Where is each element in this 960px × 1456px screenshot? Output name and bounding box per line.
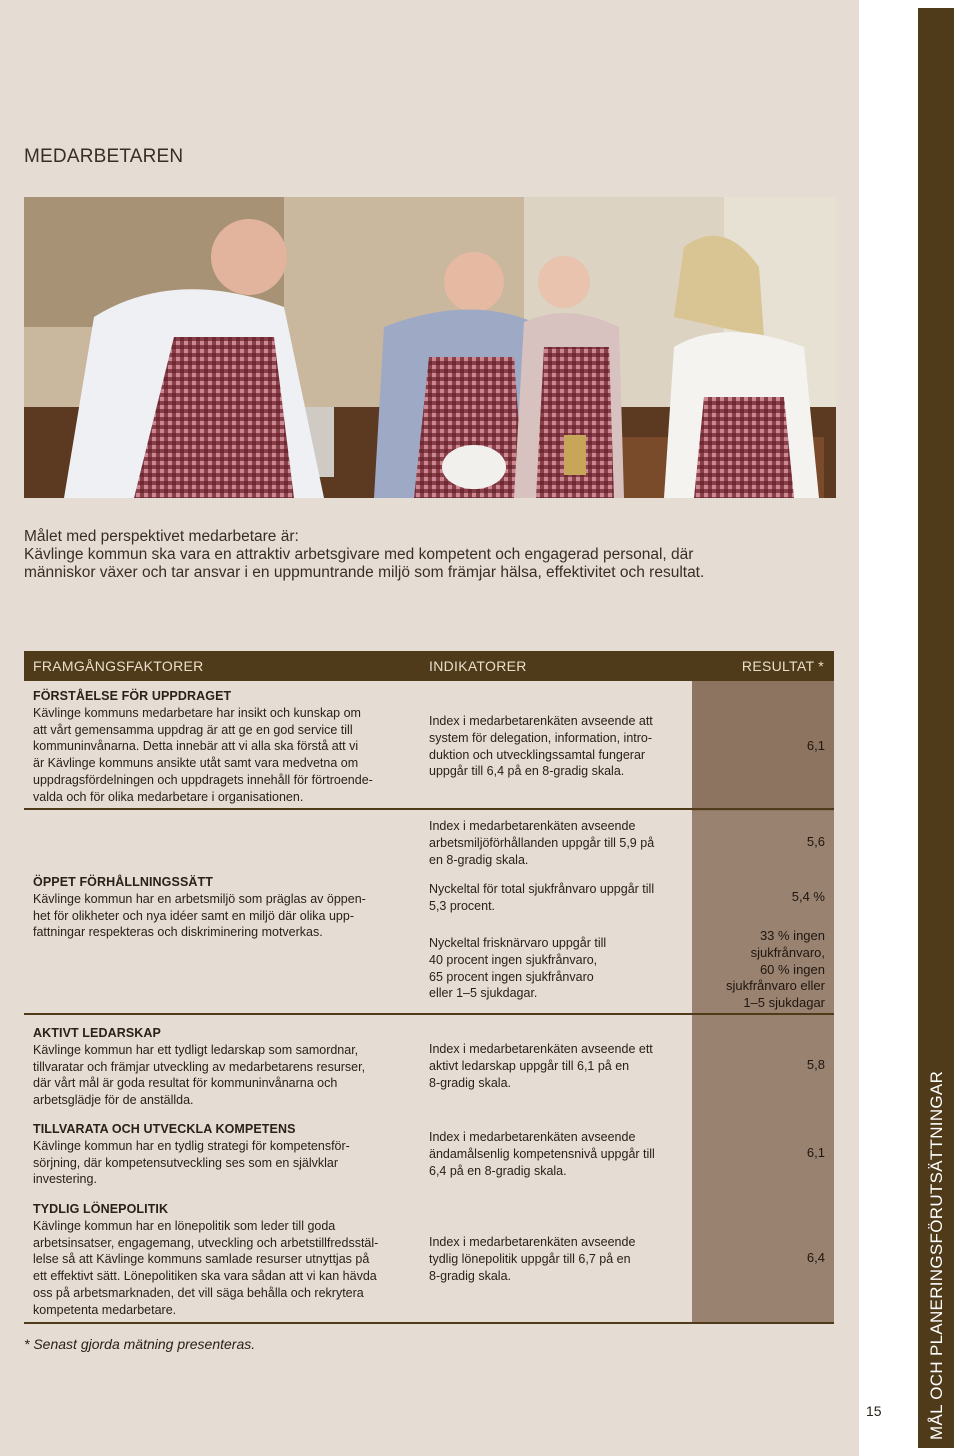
factor-line: sörjning, där kompetensutveckling ses som en självklar xyxy=(33,1155,338,1170)
row-divider xyxy=(24,1013,834,1015)
result-value: 5,8 xyxy=(806,1057,825,1072)
intro-line: människor växer och tar ansvar i en uppmuntrande miljö som främjar hälsa, effektivitet och resultat. xyxy=(24,564,705,581)
factor-line: investering. xyxy=(33,1172,97,1187)
indicator-line: en 8-gradig skala. xyxy=(429,852,529,867)
factor-line: lelse så att Kävlinge kommuns samlade resurser utnyttjas på xyxy=(33,1252,370,1267)
factor-line: fattningar respekteras och diskriminering motverkas. xyxy=(33,925,323,940)
intro-lead: Målet med perspektivet medarbetare är: xyxy=(24,528,299,545)
factor-understanding xyxy=(33,688,408,806)
factor-line: arbetsglädje för de anställda. xyxy=(33,1093,194,1108)
result-line: sjukfrånvaro, xyxy=(750,944,825,960)
indicator-line: tydlig lönepolitik uppgår till 6,7 på en xyxy=(429,1251,631,1266)
result-line: 60 % ingen xyxy=(759,961,825,977)
indicator-line: 5,3 procent. xyxy=(429,898,496,913)
indicator-line: Nyckeltal för total sjukfrånvaro uppgår till xyxy=(429,882,655,896)
indicator-line: Index i medarbetarenkäten avseende ett xyxy=(429,1042,653,1056)
factor-line: är Kävlinge kommuns ansikte utåt samt vara medvetna om xyxy=(33,756,359,771)
factor-line: Kävlinge kommun har en tydlig strategi för kompetensför- xyxy=(33,1138,350,1153)
kitchen-photo xyxy=(24,197,836,498)
indicator-line: ändamålsenlig kompetensnivå uppgår till xyxy=(429,1146,655,1161)
result-attendance xyxy=(700,928,825,1012)
row-divider xyxy=(24,808,834,810)
factor-title: AKTIVT LEDARSKAP xyxy=(33,1026,161,1040)
factor-title: TYDLIG LÖNEPOLITIK xyxy=(33,1202,169,1216)
factor-line: där vårt mål är goda resultat för kommuninvånarna och xyxy=(33,1076,338,1091)
result-value: 5,6 xyxy=(806,834,825,849)
factor-competence xyxy=(33,1121,408,1188)
result-value: 6,4 xyxy=(806,1250,825,1265)
side-tab-text-wrap xyxy=(918,440,954,1440)
side-tab xyxy=(918,8,954,1448)
factor-line: tillvaratar och främjar utveckling av medarbetarens resurser, xyxy=(33,1059,366,1074)
factor-line: arbetsinsatser, engagemang, utveckling och arbetstillfredsstäl- xyxy=(33,1235,379,1250)
indicator-work-environment xyxy=(429,818,691,868)
factor-line: Kävlinge kommuns medarbetare har insikt och kunskap om xyxy=(33,705,361,720)
factor-line: Kävlinge kommun har ett tydligt ledarskap som samordnar, xyxy=(33,1042,359,1057)
indicator-line: aktivt ledarskap uppgår till 6,1 på en xyxy=(429,1058,630,1073)
result-line: 33 % ingen xyxy=(759,928,825,943)
section-title: MEDARBETAREN xyxy=(24,146,184,167)
indicator-line: 8-gradig skala. xyxy=(429,1075,511,1090)
result-value: 5,4 % xyxy=(791,889,825,904)
table-header xyxy=(24,651,834,681)
indicator-line: Index i medarbetarenkäten avseende xyxy=(429,819,636,833)
factor-line: kompetenta medarbetare. xyxy=(33,1302,177,1317)
row-divider xyxy=(24,1322,834,1324)
indicator-leadership xyxy=(429,1041,691,1091)
header-factors: FRAMGÅNGSFAKTORER xyxy=(33,658,204,674)
indicator-line: uppgår till 6,4 på en 8-gradig skala. xyxy=(429,764,625,779)
indicator-line: system för delegation, information, intro- xyxy=(429,730,653,745)
intro-line: Kävlinge kommun ska vara en attraktiv arbetsgivare med kompetent och engagerad personal, där xyxy=(24,546,694,563)
result-value: 6,1 xyxy=(806,1145,825,1160)
indicator-line: 40 procent ingen sjukfrånvaro, xyxy=(429,952,598,967)
factor-line: Kävlinge kommun har en lönepolitik som leder till goda xyxy=(33,1218,336,1233)
indicator-sick-leave xyxy=(429,881,691,915)
indicator-line: arbetsmiljöförhållanden uppgår till 5,9 på xyxy=(429,835,655,850)
factor-title: ÖPPET FÖRHÅLLNINGSSÄTT xyxy=(33,875,213,889)
indicator-salary-policy xyxy=(429,1234,691,1284)
indicator-line: duktion och utvecklingssamtal fungerar xyxy=(429,747,646,762)
factor-openness xyxy=(33,874,408,941)
indicator-delegation xyxy=(429,713,691,780)
factor-line: ett effektivt sätt. Lönepolitiken ska vara sådan att vi kan hävda xyxy=(33,1269,377,1284)
indicator-attendance xyxy=(429,935,691,1002)
header-indicators: INDIKATORER xyxy=(429,658,527,674)
factor-title: FÖRSTÅELSE FÖR UPPDRAGET xyxy=(33,689,232,703)
header-results: RESULTAT * xyxy=(741,658,824,674)
factor-line: att vårt gemensamma uppdrag är att ge en god service till xyxy=(33,722,353,737)
factor-title: TILLVARATA OCH UTVECKLA KOMPETENS xyxy=(33,1122,296,1136)
factor-line: kommuninvånarna. Detta innebär att vi alla ska förstå att vi xyxy=(33,739,359,754)
indicator-line: Index i medarbetarenkäten avseende xyxy=(429,1130,636,1144)
factor-line: Kävlinge kommun har en arbetsmiljö som präglas av öppen- xyxy=(33,891,366,906)
intro-text xyxy=(24,528,824,582)
result-line: sjukfrånvaro eller xyxy=(726,978,825,994)
indicator-line: 6,4 på en 8-gradig skala. xyxy=(429,1163,567,1178)
factor-line: oss på arbetsmarknaden, det vill säga behålla och rekrytera xyxy=(33,1285,364,1300)
indicator-line: eller 1–5 sjukdagar. xyxy=(429,986,538,1001)
indicator-line: Index i medarbetarenkäten avseende att xyxy=(429,714,653,728)
factor-line: valda och för olika medarbetare i organisationen. xyxy=(33,789,304,804)
indicator-line: 8-gradig skala. xyxy=(429,1268,511,1283)
factor-line: het för olikheter och nya idéer samt en miljö där olika upp- xyxy=(33,908,354,923)
result-line: 1–5 sjukdagar xyxy=(743,995,825,1011)
footnote: * Senast gjorda mätning presenteras. xyxy=(24,1336,256,1352)
result-value: 6,1 xyxy=(806,738,825,753)
indicator-line: Index i medarbetarenkäten avseende xyxy=(429,1235,636,1249)
factor-line: uppdragsfördelningen och uppdragets innehåll för förtroende- xyxy=(33,772,373,787)
factor-leadership xyxy=(33,1025,408,1109)
side-tab-label: MÅL OCH PLANERINGSFÖRUTSÄTTNINGAR xyxy=(927,1070,946,1440)
indicator-line: 65 procent ingen sjukfrånvaro xyxy=(429,969,594,984)
factor-salary-policy xyxy=(33,1201,408,1319)
indicator-line: Nyckeltal frisknärvaro uppgår till xyxy=(429,936,607,950)
indicator-competence xyxy=(429,1129,691,1179)
page-number: 15 xyxy=(866,1403,882,1419)
